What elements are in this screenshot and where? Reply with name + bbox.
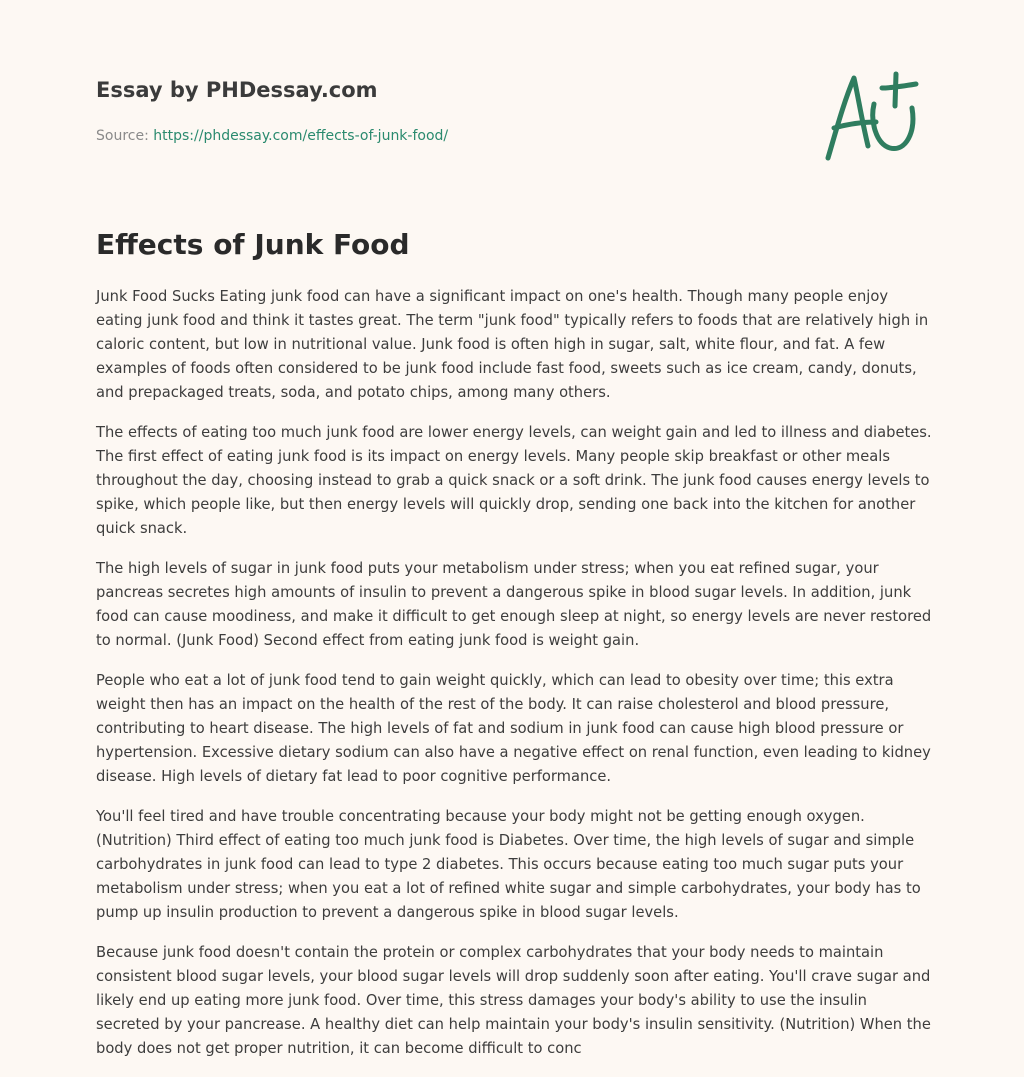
source-label: Source: — [96, 128, 154, 144]
essay-paragraph: The effects of eating too much junk food are lower energy levels, can weight gain and led to illness and diabetes. The first effect of eating junk food is its impact on energy levels. Many people skip breakfast or other meals throughout the day, choosing instead to grab a quick snack or a soft drink. The junk food causes energy levels to spike, which people like, but then energy levels will quickly drop, sending one back into the kitchen for another quick snack. — [96, 424, 932, 537]
essay-title: Effects of Junk Food — [96, 228, 410, 261]
source-link[interactable]: https://phdessay.com/effects-of-junk-food/ — [153, 128, 449, 144]
essay-paragraph: You'll feel tired and have trouble concentrating because your body might not be getting enough oxygen. (Nutrition) Third effect of eating too much junk food is Diabetes. Over time, the high levels of sugar and simple carbohydrates in junk food can lead to type 2 diabetes. This occurs because eating too much sugar puts your metabolism under stress; when you eat a lot of refined white sugar and simple carbohydrates, your body has to pump up insulin production to prevent a dangerous spike in blood sugar levels. — [96, 808, 921, 921]
essay-header — [96, 76, 796, 146]
essay-paragraph: Because junk food doesn't contain the protein or complex carbohydrates that your body needs to maintain consistent blood sugar levels, your blood sugar levels will drop suddenly soon after eating. You'll crave sugar and likely end up eating more junk food. Over time, this stress damages your body's ability to use the insulin secreted by your pancrease. A healthy diet can help maintain your body's insulin sensitivity. (Nutrition) When the body does not get proper nutrition, it can become difficult to conc — [96, 944, 931, 1057]
essay-body — [96, 285, 932, 1077]
essay-paragraph: People who eat a lot of junk food tend to gain weight quickly, which can lead to obesity over time; this extra weight then has an impact on the health of the rest of the body. It can raise cholesterol and blood pressure, contributing to heart disease. The high levels of fat and sodium in junk food can cause high blood pressure or hypertension. Excessive dietary sodium can also have a negative effect on renal function, even leading to kidney disease. High levels of dietary fat lead to poor cognitive performance. — [96, 672, 931, 785]
a-plus-logo-icon — [818, 66, 930, 166]
essay-paragraph: Junk Food Sucks Eating junk food can have a significant impact on one's health. Though many people enjoy eating junk food and think it tastes great. The term "junk food" typically refers to foods that are relatively high in caloric content, but low in nutritional value. Junk food is often high in sugar, salt, white flour, and fat. A few examples of foods often considered to be junk food include fast food, sweets such as ice cream, candy, donuts, and prepackaged treats, soda, and potato chips, among many others. — [96, 288, 929, 401]
site-name: Essay by PHDessay.com — [96, 78, 378, 102]
essay-paragraph: The high levels of sugar in junk food puts your metabolism under stress; when you eat refined sugar, your pancreas secretes high amounts of insulin to prevent a dangerous spike in blood sugar levels. In addition, junk food can cause moodiness, and make it difficult to get enough sleep at night, so energy levels are never restored to normal. (Junk Food) Second effect from eating junk food is weight gain. — [96, 560, 932, 649]
source-line — [96, 126, 796, 146]
